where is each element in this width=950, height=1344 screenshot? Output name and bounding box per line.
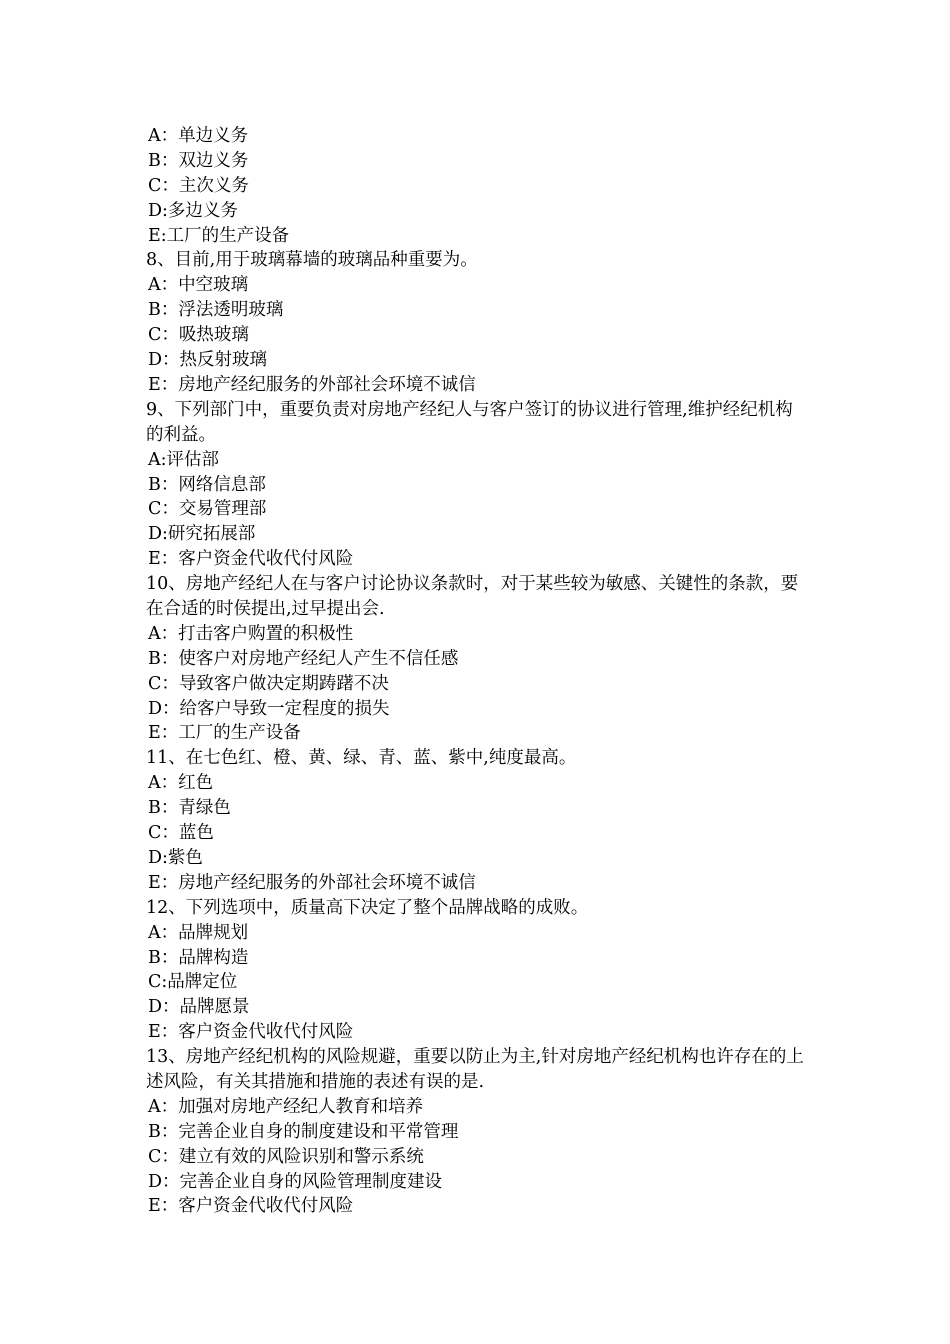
question-text: 10、房地产经纪人在与客户讨论协议条款时，对于某些较为敏感、关键性的条款，要在合适的时侯提出,过早提出会.	[146, 574, 799, 619]
answer-option: B：浮法透明玻璃	[148, 300, 284, 321]
answer-option: E：房地产经纪服务的外部社会环境不诚信	[148, 374, 476, 395]
answer-option: A:评估部	[148, 449, 220, 470]
answer-option: D：品牌愿景	[148, 997, 250, 1018]
answer-option: C:品牌定位	[148, 972, 238, 993]
answer-option: C：吸热玻璃	[148, 325, 249, 346]
answer-option: D:研究拓展部	[148, 524, 256, 545]
answer-option: A：中空玻璃	[148, 275, 249, 296]
answer-option: B：青绿色	[148, 798, 231, 819]
answer-option: D:多边义务	[148, 200, 238, 221]
question-text: 8、目前,用于玻璃幕墙的玻璃品种重要为。	[146, 250, 478, 271]
document-page	[146, 124, 810, 1219]
answer-option: E:工厂的生产设备	[148, 225, 290, 246]
question-text: 13、房地产经纪机构的风险规避，重要以防止为主,针对房地产经纪机构也许存在的上述风险，有关其措施和措施的表述有误的是.	[146, 1047, 804, 1092]
answer-option: C：建立有效的风险识别和警示系统	[148, 1146, 424, 1167]
answer-option: C：蓝色	[148, 823, 214, 844]
answer-option: E：客户资金代收代付风险	[148, 549, 354, 570]
answer-option: B：双边义务	[148, 150, 249, 171]
question-text: 12、下列选项中，质量高下决定了整个品牌战略的成败。	[146, 897, 589, 918]
answer-option: B：完善企业自身的制度建设和平常管理	[148, 1121, 459, 1142]
answer-option: D：热反射玻璃	[148, 350, 268, 371]
answer-option: A：品牌规划	[148, 922, 249, 943]
answer-option: E：工厂的生产设备	[148, 723, 301, 744]
answer-option: D：完善企业自身的风险管理制度建设	[148, 1171, 443, 1192]
answer-option: B：使客户对房地产经纪人产生不信任感	[148, 648, 459, 669]
question-text: 11、在七色红、橙、黄、绿、青、蓝、紫中,纯度最高。	[146, 748, 577, 769]
answer-option: A：加强对房地产经纪人教育和培养	[148, 1096, 424, 1117]
answer-option: A：红色	[148, 773, 214, 794]
answer-option: E：客户资金代收代付风险	[148, 1022, 354, 1043]
question-text: 9、下列部门中，重要负责对房地产经纪人与客户签订的协议进行管理,维护经纪机构的利益。	[146, 399, 793, 445]
answer-option: A：打击客户购置的积极性	[148, 623, 354, 644]
answer-option: D：给客户导致一定程度的损失	[148, 698, 390, 719]
answer-option: D:紫色	[148, 847, 203, 868]
answer-option: E：客户资金代收代付风险	[148, 1196, 354, 1217]
answer-option: B：品牌构造	[148, 947, 249, 968]
answer-option: C：交易管理部	[148, 499, 267, 520]
answer-option: C：主次义务	[148, 175, 249, 196]
answer-option: B：网络信息部	[148, 474, 266, 495]
answer-option: C：导致客户做决定期踌躇不决	[148, 673, 389, 694]
answer-option: A：单边义务	[148, 126, 249, 146]
answer-option: E：房地产经纪服务的外部社会环境不诚信	[148, 872, 476, 893]
